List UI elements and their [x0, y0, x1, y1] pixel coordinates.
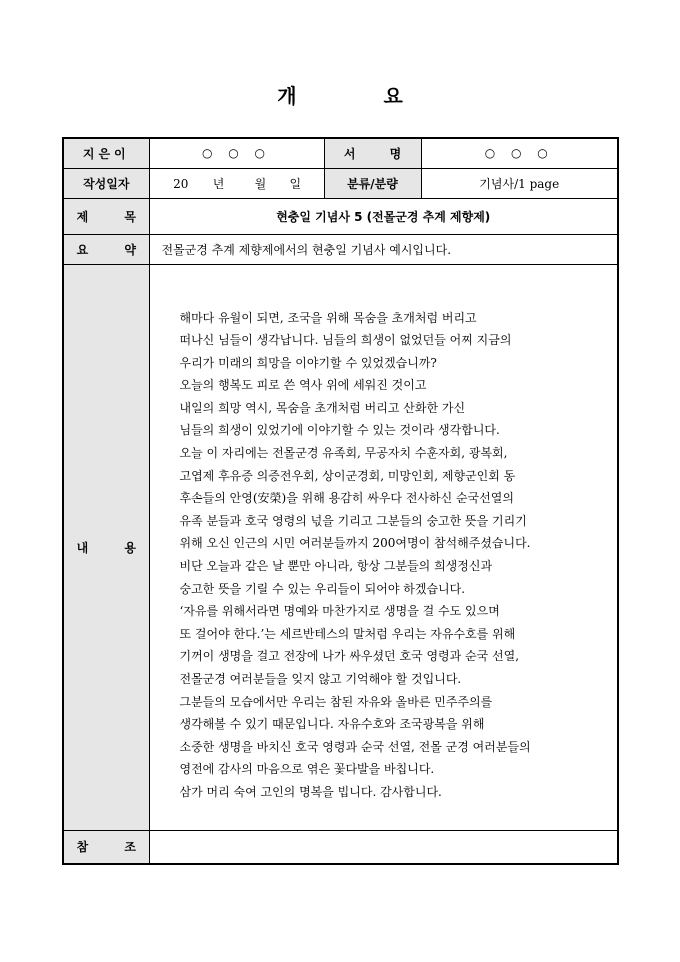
- content-line: 숭고한 뜻을 기릴 수 있는 우리들이 되어야 하겠습니다.: [179, 581, 466, 596]
- reference-label: 참 조: [63, 830, 149, 864]
- content-line: 기꺼이 생명을 걸고 전장에 나가 싸우셨던 호국 영령과 순국 선열,: [179, 649, 520, 664]
- content-line: 고엽제 후유증 의증전우회, 상이군경회, 미망인회, 제향군인회 동: [179, 468, 516, 483]
- content-line: 영전에 감사의 마음으로 엮은 꽃다발을 바칩니다.: [179, 762, 435, 777]
- content-line: 전몰군경 여러분들을 잊지 않고 기억해야 할 것입니다.: [179, 672, 462, 686]
- content-line: 오늘 이 자리에는 전몰군경 유족회, 무공자치 수훈자회, 광복회,: [179, 446, 508, 461]
- content-line: 삼가 머리 숙여 고인의 명복을 빕니다. 감사합니다.: [179, 784, 442, 799]
- category-value[interactable]: 기념사/1 page: [421, 168, 618, 198]
- date-label: 작성일자: [63, 168, 149, 198]
- content-line: 비단 오늘과 같은 날 뿐만 아니라, 항상 그분들의 희생정신과: [179, 559, 493, 574]
- reference-value[interactable]: [149, 830, 618, 864]
- document-title[interactable]: 현충일 기념사 5 (전몰군경 추계 제향제): [149, 198, 618, 234]
- content-line: 내일의 희망 역시, 목숨을 초개처럼 버리고 산화한 가신: [179, 400, 466, 415]
- content-body[interactable]: [149, 264, 618, 830]
- content-line: 소중한 생명을 바치신 호국 영령과 순국 선열, 전몰 군경 여러분들의: [179, 739, 531, 754]
- title-row: [63, 198, 618, 234]
- author-label: 지은이: [63, 138, 149, 168]
- content-line: 또 걸어야 한다.’는 세르반테스의 말처럼 우리는 자유수호를 위해: [179, 626, 516, 641]
- content-line: 오늘의 행복도 피로 쓴 역사 위에 세워진 것이고: [179, 378, 427, 393]
- content-line: 해마다 유월이 되면, 조국을 위해 목숨을 초개처럼 버리고: [179, 310, 477, 325]
- author-value[interactable]: ○ ○ ○: [149, 138, 324, 168]
- content-line: 님들의 희생이 있었기에 이야기할 수 있는 것이라 생각합니다.: [179, 423, 500, 438]
- content-line: ‘자유를 위해서라면 명예와 마찬가지로 생명을 걸 수도 있으며: [179, 604, 500, 619]
- content-line: 유족 분들과 호국 영령의 넋을 기리고 그분들의 숭고한 뜻을 기리기: [179, 513, 527, 528]
- signature-label: 서 명: [324, 138, 421, 168]
- page-title: 개 요: [277, 84, 443, 108]
- author-row: [63, 138, 618, 168]
- date-month-unit: 월: [254, 176, 267, 191]
- content-line: 그분들의 모습에서만 우리는 참된 자유와 올바른 민주주의를: [179, 694, 493, 709]
- summary-label: 요 약: [63, 234, 149, 264]
- content-line: 떠나신 님들이 생각납니다. 님들의 희생이 없었던들 어찌 지금의: [179, 333, 512, 348]
- content-line: 생각해볼 수 있기 때문입니다. 자유수호와 조국광복을 위해: [179, 717, 485, 732]
- reference-row: [63, 830, 618, 864]
- date-row: [63, 168, 618, 198]
- date-value[interactable]: [149, 168, 324, 198]
- category-label: 분류/분량: [324, 168, 421, 198]
- content-label: 내 용: [63, 264, 149, 830]
- summary-value[interactable]: 전몰군경 추계 제향제에서의 현충일 기념사 예시입니다.: [149, 234, 618, 264]
- date-year-unit: 년: [212, 176, 225, 191]
- signature-value[interactable]: ○ ○ ○: [421, 138, 618, 168]
- summary-row: [63, 234, 618, 264]
- content-line: 위해 오신 인근의 시민 여러분들까지 200여명이 참석해주셨습니다.: [179, 536, 531, 551]
- date-day-unit: 일: [289, 176, 302, 191]
- title-label: 제 목: [63, 198, 149, 234]
- content-line: 후손들의 안영(安榮)을 위해 용감히 싸우다 전사하신 순국선열의: [179, 491, 514, 506]
- content-line: 우리가 미래의 희망을 이야기할 수 있었겠습니까?: [179, 355, 437, 370]
- content-row: [63, 264, 618, 830]
- outline-table: [62, 137, 619, 865]
- date-year: 20: [173, 176, 189, 191]
